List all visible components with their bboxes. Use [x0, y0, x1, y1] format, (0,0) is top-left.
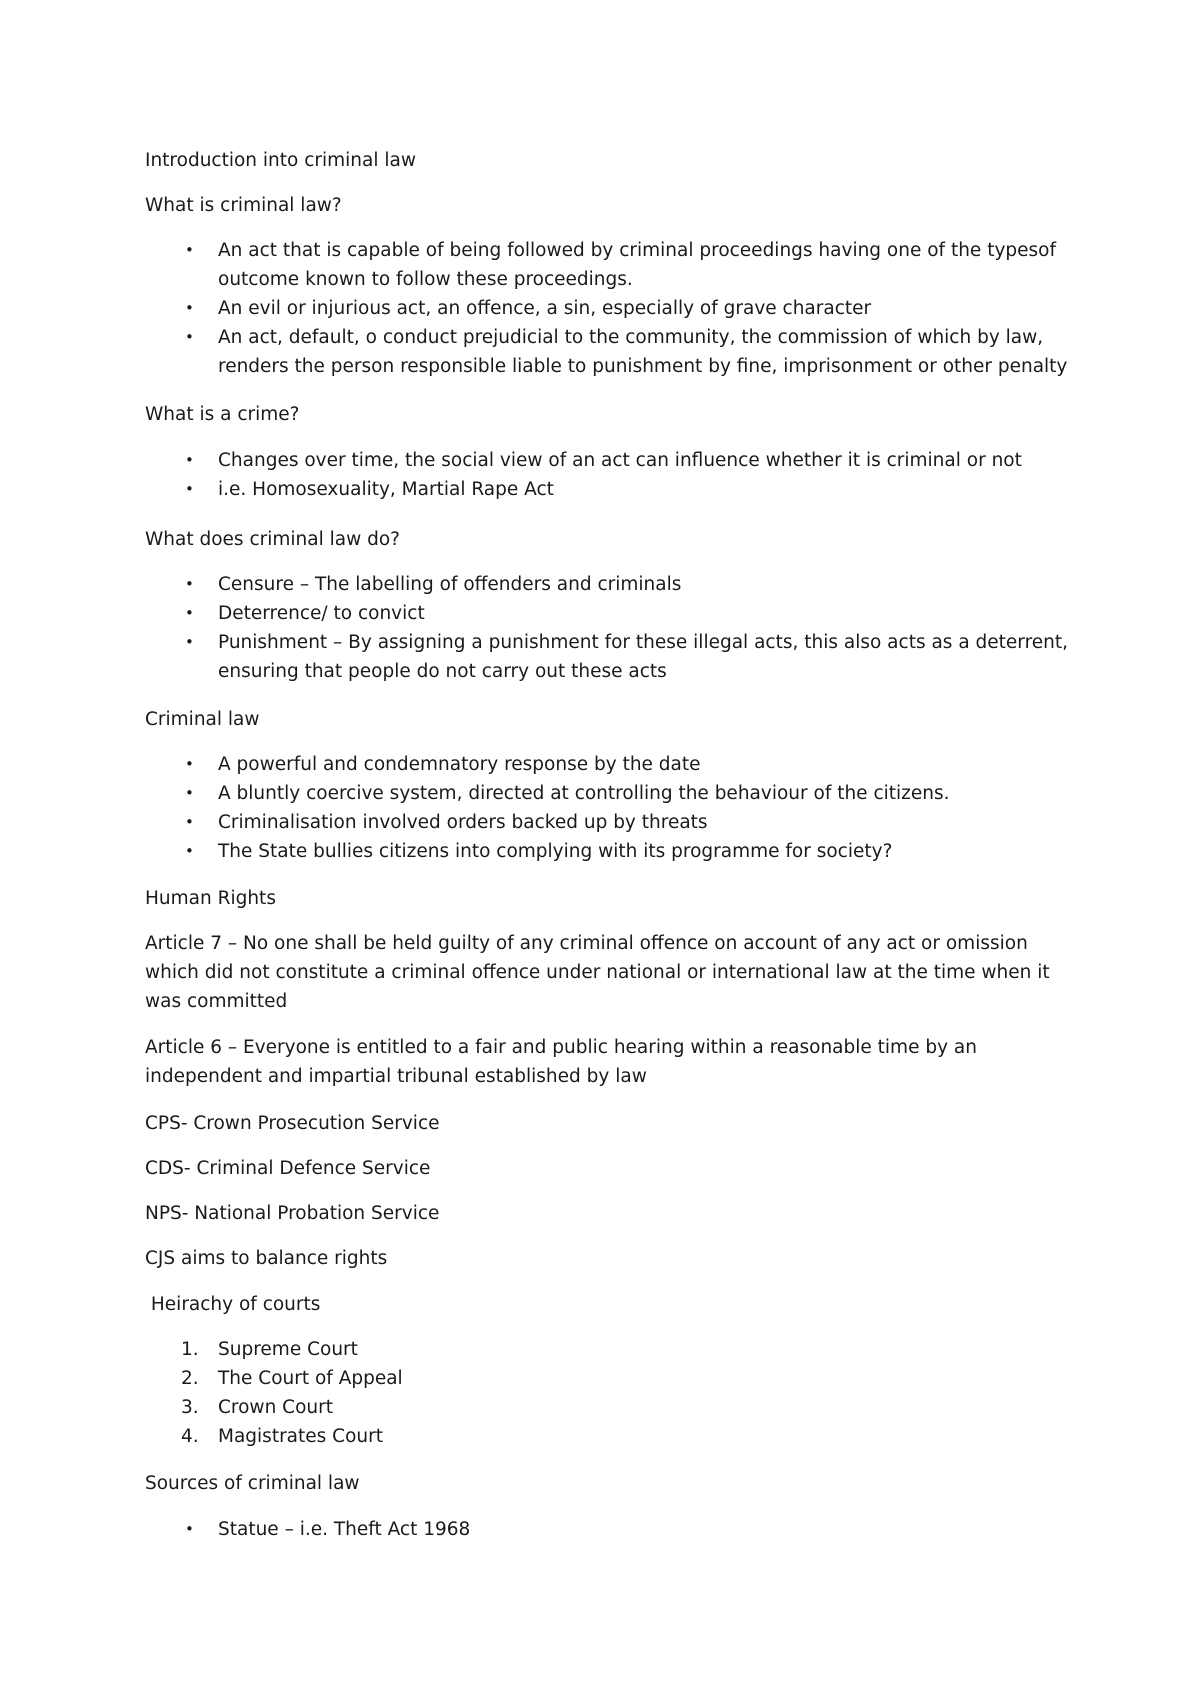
article-7-paragraph: Article 7 – No one shall be held guilty of any criminal offence on account of any act or omission which did not constitute a criminal offence under national or international law at the time when it was committed	[145, 933, 1050, 1012]
list-item: • Censure – The labelling of offenders and criminals	[145, 570, 1075, 599]
section-heading: Heirachy of courts	[145, 1294, 321, 1315]
bullet-icon: •	[185, 755, 194, 773]
section-heading: Sources of criminal law	[145, 1473, 360, 1494]
article-6-paragraph: Article 6 – Everyone is entitled to a fair and public hearing within a reasonable time by an independent and impartial tribunal established by law	[145, 1037, 977, 1087]
list-item: • An act, default, o conduct prejudicial to the community, the commission of which by law, renders the person responsible liable to punishment by fine, imprisonment or other penalty	[145, 323, 1075, 381]
section-heading: What is a crime?	[145, 404, 300, 425]
bullet-list	[145, 1515, 1075, 1544]
section-heading: Human Rights	[145, 888, 276, 909]
list-item: • Statue – i.e. Theft Act 1968	[145, 1515, 1075, 1544]
bullet-icon: •	[185, 241, 194, 259]
bullet-icon: •	[185, 575, 194, 593]
bullet-list	[145, 446, 1075, 504]
list-item: • Punishment – By assigning a punishment for these illegal acts, this also acts as a deterrent, ensuring that people do not carry out these acts	[145, 628, 1075, 686]
list-item: • i.e. Homosexuality, Martial Rape Act	[145, 475, 1075, 504]
list-item: 4. Magistrates Court	[181, 1426, 383, 1447]
bullet-list	[145, 750, 1075, 866]
bullet-icon: •	[185, 633, 194, 651]
bullet-icon: •	[185, 299, 194, 317]
list-item: • The State bullies citizens into complying with its programme for society?	[145, 837, 1075, 866]
list-item: • Criminalisation involved orders backed up by threats	[145, 808, 1075, 837]
list-item: • A powerful and condemnatory response by the date	[145, 750, 1075, 779]
bullet-icon: •	[185, 784, 194, 802]
numbered-list	[145, 1335, 1075, 1451]
section-heading: What is criminal law?	[145, 195, 342, 216]
list-item: • An evil or injurious act, an offence, a sin, especially of grave character	[145, 294, 1075, 323]
bullet-list	[145, 570, 1075, 686]
list-item: 1. Supreme Court	[181, 1339, 358, 1360]
bullet-icon: •	[185, 480, 194, 498]
bullet-icon: •	[185, 451, 194, 469]
list-item: • A bluntly coercive system, directed at controlling the behaviour of the citizens.	[145, 779, 1075, 808]
list-item: • Changes over time, the social view of an act can influence whether it is criminal or not	[145, 446, 1075, 475]
list-item: • An act that is capable of being followed by criminal proceedings having one of the typesof outcome known to follow these proceedings.	[145, 236, 1075, 294]
section-heading: What does criminal law do?	[145, 529, 400, 550]
cps-line: CPS- Crown Prosecution Service	[145, 1113, 440, 1134]
list-item: 2. The Court of Appeal	[181, 1368, 403, 1389]
document-title: Introduction into criminal law	[145, 150, 416, 171]
list-item: • Deterrence/ to convict	[145, 599, 1075, 628]
bullet-list	[145, 236, 1075, 381]
bullet-icon: •	[185, 842, 194, 860]
bullet-icon: •	[185, 813, 194, 831]
bullet-icon: •	[185, 328, 194, 346]
nps-line: NPS- National Probation Service	[145, 1203, 440, 1224]
cjs-line: CJS aims to balance rights	[145, 1248, 388, 1269]
list-item: 3. Crown Court	[181, 1397, 333, 1418]
section-heading: Criminal law	[145, 709, 260, 730]
bullet-icon: •	[185, 1520, 194, 1538]
cds-line: CDS- Criminal Defence Service	[145, 1158, 431, 1179]
bullet-icon: •	[185, 604, 194, 622]
